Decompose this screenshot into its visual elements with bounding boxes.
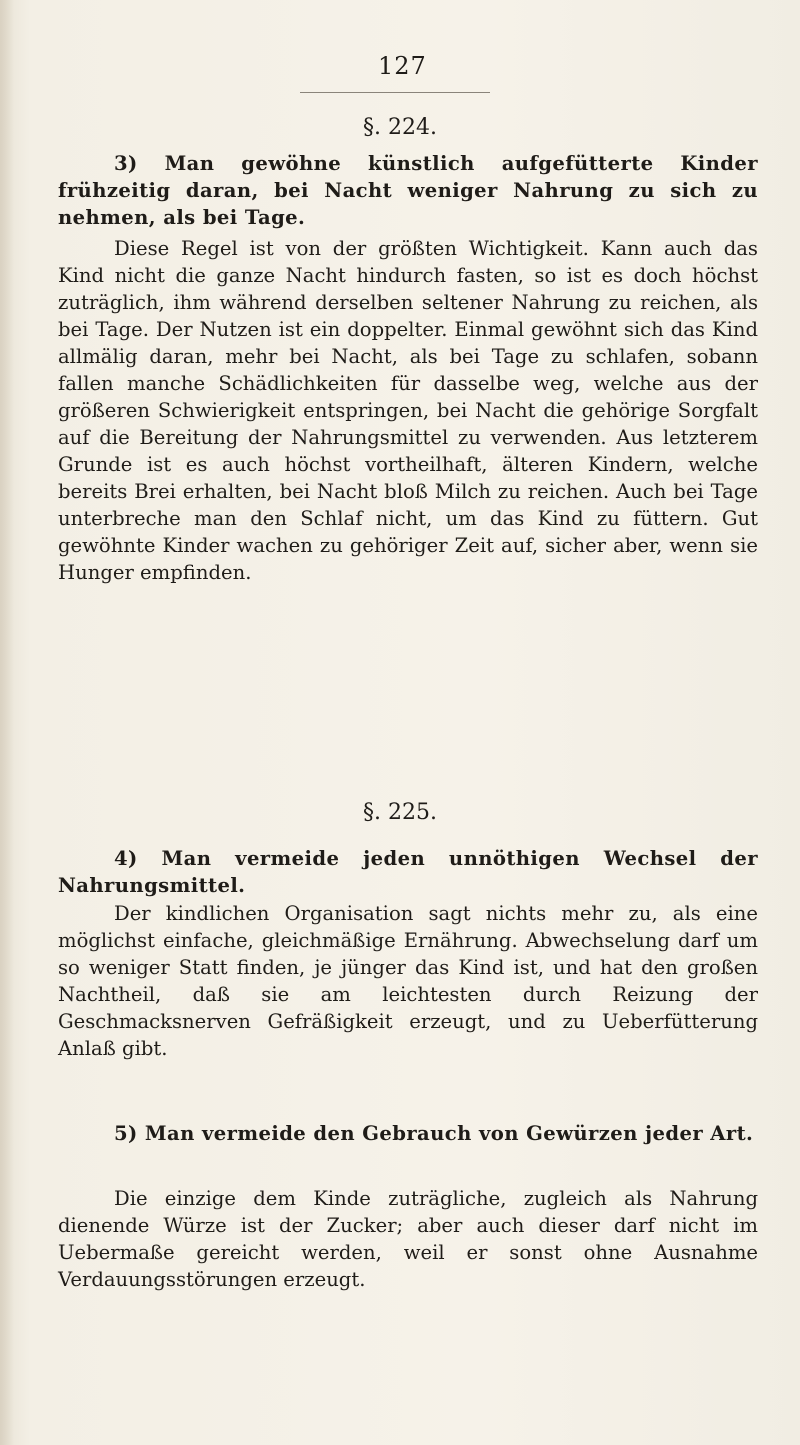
- rule-5-body: Die einzige dem Kinde zuträgliche, zugleich als Nahrung dienende Würze ist der Zucker; aber auch dieser darf nicht im Uebermaße gereicht werden, weil er sonst ohne Ausnahme Verdauungsstörungen erzeugt.: [58, 1187, 758, 1291]
- header-rule: [300, 92, 490, 93]
- rule-3-text: 3) Man gewöhne künstlich aufgefütterte Kinder frühzeitig daran, bei Nacht weniger Nahrung zu sich zu nehmen, als bei Tage.: [58, 152, 758, 229]
- binding-shadow: [0, 0, 14, 1445]
- rule-4: [58, 845, 758, 899]
- page-number: 127: [378, 52, 427, 80]
- section-heading-225: §. 225.: [363, 800, 437, 825]
- section-225-body: Der kindlichen Organisation sagt nichts mehr zu, als eine möglichst einfache, gleichmäßige Ernährung. Abwechselung darf um so weniger Statt finden, je jünger das Kind ist, und hat den großen Nachtheil, daß sie am leichtesten durch Reizung der Geschmacksnerven Gefräßigkeit erzeugt, und zu Ueberfütterung Anlaß gibt.: [58, 902, 758, 1060]
- rule-5: [58, 1120, 758, 1147]
- section-heading-224: §. 224.: [363, 115, 437, 140]
- section-224-body: Diese Regel ist von der größten Wichtigkeit. Kann auch das Kind nicht die ganze Nacht hindurch fasten, so ist es doch höchst zuträglich, ihm während derselben seltener Nahrung zu reichen, als bei Tage. Der Nutzen ist ein doppelter. Einmal gewöhnt sich das Kind allmälig daran, mehr bei Nacht, als bei Tage zu schlafen, sobann fallen manche Schädlichkeiten für dasselbe weg, welche aus der größeren Schwierigkeit entspringen, bei Nacht die gehörige Sorgfalt auf die Bereitung der Nahrungsmittel zu verwenden. Aus letzterem Grunde ist es auch höchst vortheilhaft, älteren Kindern, welche bereits Brei erhalten, bei Nacht bloß Milch zu reichen. Auch bei Tage unterbreche man den Schlaf nicht, um das Kind zu füttern. Gut gewöhnte Kinder wachen zu gehöriger Zeit auf, sicher aber, wenn sie Hunger empfinden.: [58, 237, 758, 584]
- rule-3: [58, 150, 758, 231]
- rule-4-text: 4) Man vermeide jeden unnöthigen Wechsel der Nahrungsmittel.: [58, 847, 758, 897]
- rule-5-text: 5) Man vermeide den Gebrauch von Gewürzen jeder Art.: [114, 1122, 754, 1145]
